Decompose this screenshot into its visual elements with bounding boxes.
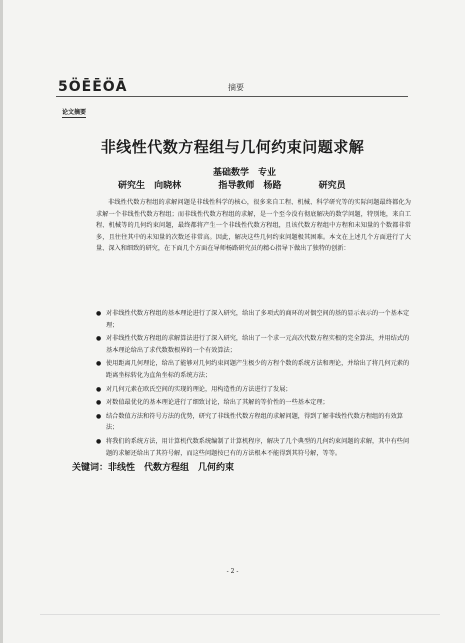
list-item-text: 结合数值方法和符号方法的优势，研究了非线性代数方程组的求解问题，得到了解非线性代数方程组的有效算法； bbox=[106, 412, 403, 432]
scan-edge bbox=[0, 0, 3, 643]
bullet-icon: ● bbox=[96, 437, 102, 445]
advisor-name: 杨路 bbox=[263, 181, 282, 191]
list-item-text: 对数值最优化的基本理论进行了细致讨论，给出了其解的等价性的一些基本定理； bbox=[106, 399, 329, 407]
list-item bbox=[96, 411, 414, 434]
list-item bbox=[96, 436, 414, 459]
list-item-text: 将我们的系统方法，用计算机代数系统编制了计算机程序，解决了几个典型的几何约束问题的求解，其中有些问题的求解还给出了其符号解，而这些问题按已有的方法根本不能得到其符号解，等等。 bbox=[106, 437, 410, 457]
header-title: 摘要 bbox=[228, 83, 244, 92]
advisor-title: 研究员 bbox=[318, 181, 346, 191]
list-item bbox=[96, 384, 414, 396]
bullet-icon: ● bbox=[96, 399, 102, 407]
student-name: 向晓林 bbox=[154, 181, 182, 191]
page-number: - 2 - bbox=[226, 568, 239, 575]
bullet-icon: ● bbox=[96, 412, 102, 420]
bullet-icon: ● bbox=[96, 335, 102, 343]
author-line bbox=[118, 178, 352, 191]
header-rule bbox=[56, 96, 408, 97]
paper-title: 非线性代数方程组与几何约束问题求解 bbox=[100, 138, 365, 156]
scan-artifact-line bbox=[40, 614, 440, 615]
list-item bbox=[96, 308, 414, 331]
abstract-paragraph: 非线性代数方程组的求解问题是非线性科学的核心，很多来自工程、机械、科学研究等的实际问题最终都化为求解一个非线性代数方程组；而非线性代数方程组的求解，是一个至今没有彻底解决的数学问题，特别地，来自工程、机械等的几何约束问题，最终都将产生一个非线性代数方程组，且该代数方程组中方程和未知量的个数都非常多，且往往其中的未知量的次数还非常高。因此，解决这些几何约束问题极其困难。本文在上述几个方面进行了大量、深入和细致的研究，在下面几个方面在导师杨路研究员的精心指导下做出了独特的创新： bbox=[96, 199, 411, 252]
bullet-icon: ● bbox=[96, 360, 102, 368]
major-line: 基础数学 专业 bbox=[213, 168, 277, 178]
header-mark: 5ÖĒĒÖĀ bbox=[58, 79, 128, 95]
list-item-text: 对非线性代数方程组的基本理论进行了深入研究，给出了多项式的商环的对偶空间的基的显示表示的一个基本定理； bbox=[106, 310, 410, 329]
student-label: 研究生 bbox=[118, 181, 146, 191]
list-item bbox=[96, 358, 414, 381]
list-item-text: 对几何元素在欧氏空间的实现的理论，用构造性的方法进行了发展； bbox=[106, 385, 292, 393]
contribution-list bbox=[96, 308, 414, 461]
keywords: 关键词：非线性 代数方程组 几何约束 bbox=[72, 463, 235, 473]
list-item bbox=[96, 397, 414, 409]
list-item-text: 使用距离几何理论，给出了能够对几何约束问题产生极少的方程个数的系统方法和理论，并给出了将几何元素的距离坐标转化为直角坐标的系统方法； bbox=[106, 360, 410, 379]
section-tag: 论文摘要 bbox=[62, 109, 87, 116]
list-item-text: 对非线性代数方程组的求解算法进行了深入研究，给出了一个求一元高次代数方程实根的完全算法，并用结式的基本理论给出了求代数数根界的一个有效算法； bbox=[106, 335, 410, 354]
bullet-icon: ● bbox=[96, 310, 102, 317]
advisor-label: 指导教师 bbox=[218, 181, 255, 191]
bullet-icon: ● bbox=[96, 385, 102, 393]
list-item bbox=[96, 333, 414, 356]
